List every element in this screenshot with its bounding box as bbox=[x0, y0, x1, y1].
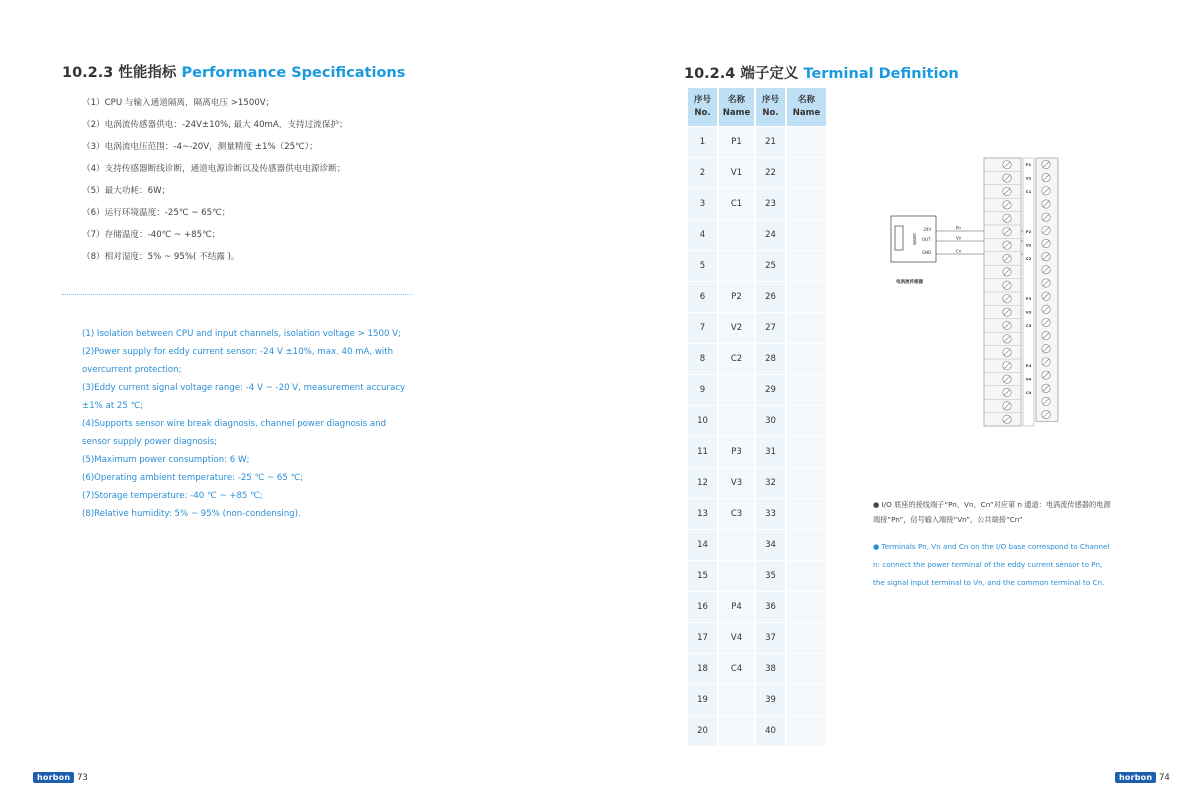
table-row bbox=[688, 499, 826, 529]
table-row bbox=[688, 220, 826, 250]
terminal-tag: C2 bbox=[1025, 256, 1032, 261]
terminal-table bbox=[686, 87, 828, 747]
cell-name: V2 bbox=[719, 313, 754, 343]
cell-name bbox=[787, 282, 826, 312]
cell-name bbox=[787, 499, 826, 529]
cell-name: P4 bbox=[719, 592, 754, 622]
table-row bbox=[688, 685, 826, 715]
cell-name bbox=[787, 189, 826, 219]
wiring-diagram bbox=[886, 150, 1066, 435]
cell-name bbox=[719, 220, 754, 250]
cell-name bbox=[719, 561, 754, 591]
footer-right bbox=[1115, 772, 1170, 783]
sensor-side-text: 前置器 bbox=[912, 233, 918, 245]
wiring-note-cn: ● I/O 底座的接线端子“Pn、Vn、Cn”对应第 n 通道：电涡流传感器的电源端接“Pn”，信号输入端接“Vn”，公共端接“Cn” bbox=[873, 500, 1111, 524]
heading-cn: 10.2.4 端子定义 bbox=[684, 66, 799, 82]
cell-no: 21 bbox=[756, 127, 785, 157]
cell-no: 25 bbox=[756, 251, 785, 281]
terminal-tag-strip bbox=[1023, 158, 1034, 426]
terminal-tag: V4 bbox=[1025, 376, 1032, 382]
table-row bbox=[688, 251, 826, 281]
cell-name bbox=[787, 561, 826, 591]
cell-name: P2 bbox=[719, 282, 754, 312]
col-header-no: 序号 No. bbox=[688, 88, 717, 126]
terminal-tag: V1 bbox=[1025, 175, 1032, 181]
performance-spec-heading bbox=[62, 61, 405, 82]
cell-no: 30 bbox=[756, 406, 785, 436]
terminal-tag: P1 bbox=[1025, 162, 1032, 168]
cell-name bbox=[719, 251, 754, 281]
table-row bbox=[688, 716, 826, 746]
spec-item-cn: （2）电涡流传感器供电：-24V±10%, 最大 40mA，支持过流保护； bbox=[82, 120, 348, 130]
cell-no: 9 bbox=[688, 375, 717, 405]
table-row bbox=[688, 189, 826, 219]
cell-no: 2 bbox=[688, 158, 717, 188]
cell-no: 34 bbox=[756, 530, 785, 560]
spec-item-cn: （6）运行环境温度：-25℃ ~ 65℃； bbox=[82, 208, 231, 218]
cell-no: 37 bbox=[756, 623, 785, 653]
cell-no: 20 bbox=[688, 716, 717, 746]
cell-name bbox=[787, 716, 826, 746]
cell-no: 6 bbox=[688, 282, 717, 312]
table-row bbox=[688, 344, 826, 374]
col-header-name: 名称 Name bbox=[719, 88, 754, 126]
table-row bbox=[688, 375, 826, 405]
brand-logo: horbon bbox=[33, 772, 74, 783]
heading-cn: 10.2.3 性能指标 bbox=[62, 65, 177, 81]
table-header-row bbox=[688, 88, 826, 126]
spec-item-cn: （8）相对湿度：5% ~ 95%( 不结露 )。 bbox=[82, 252, 240, 262]
cell-no: 38 bbox=[756, 654, 785, 684]
cell-name bbox=[719, 530, 754, 560]
cell-name bbox=[719, 716, 754, 746]
wire-label: Cn bbox=[956, 248, 962, 254]
spec-item-en: (3)Eddy current signal voltage range: -4 V ~ -20 V, measurement accuracy ±1% at 25 ℃; bbox=[82, 383, 406, 411]
cell-no: 40 bbox=[756, 716, 785, 746]
page-number: 73 bbox=[76, 773, 88, 783]
page-number: 74 bbox=[1158, 773, 1170, 783]
table-row bbox=[688, 530, 826, 560]
cell-name bbox=[719, 406, 754, 436]
spec-item-en: (2)Power supply for eddy current sensor: -24 V ±10%, max. 40 mA, with overcurrent protection; bbox=[82, 347, 394, 375]
cell-no: 26 bbox=[756, 282, 785, 312]
cell-no: 13 bbox=[688, 499, 717, 529]
wire-label: Vn bbox=[956, 235, 962, 241]
cell-no: 31 bbox=[756, 437, 785, 467]
cell-no: 23 bbox=[756, 189, 785, 219]
cell-no: 18 bbox=[688, 654, 717, 684]
cell-name bbox=[719, 375, 754, 405]
cell-name bbox=[787, 127, 826, 157]
cell-no: 24 bbox=[756, 220, 785, 250]
table-row bbox=[688, 437, 826, 467]
terminal-tag: C1 bbox=[1025, 189, 1032, 194]
cell-no: 5 bbox=[688, 251, 717, 281]
cell-name: V4 bbox=[719, 623, 754, 653]
cell-no: 8 bbox=[688, 344, 717, 374]
table-row bbox=[688, 561, 826, 591]
cell-name bbox=[787, 530, 826, 560]
cell-name bbox=[787, 344, 826, 374]
table-row bbox=[688, 313, 826, 343]
col-header-no: 序号 No. bbox=[756, 88, 785, 126]
cell-name bbox=[787, 468, 826, 498]
cell-no: 4 bbox=[688, 220, 717, 250]
spec-item-en: (4)Supports sensor wire break diagnosis, channel power diagnosis and sensor supply power diagnosis; bbox=[82, 419, 387, 447]
terminal-tag: V2 bbox=[1025, 242, 1032, 248]
cell-no: 17 bbox=[688, 623, 717, 653]
cell-no: 11 bbox=[688, 437, 717, 467]
pin-label: OUT bbox=[922, 237, 931, 242]
cell-no: 3 bbox=[688, 189, 717, 219]
terminal-column-right bbox=[1036, 158, 1058, 421]
pin-label: GND bbox=[922, 250, 932, 255]
cell-name: P1 bbox=[719, 127, 754, 157]
cell-name bbox=[719, 685, 754, 715]
dotted-divider bbox=[62, 294, 412, 295]
spec-item-cn: （3）电涡流电压范围：-4~-20V，测量精度 ±1%（25℃）； bbox=[82, 142, 318, 152]
terminal-tag: C3 bbox=[1025, 323, 1032, 328]
spec-list-en bbox=[82, 325, 412, 523]
pin-label: -24V bbox=[922, 227, 932, 232]
spec-item-en: (5)Maximum power consumption: 6 W; bbox=[82, 455, 250, 465]
cell-name bbox=[787, 220, 826, 250]
cell-name: C4 bbox=[719, 654, 754, 684]
cell-name bbox=[787, 685, 826, 715]
cell-no: 12 bbox=[688, 468, 717, 498]
spec-item-en: (1) Isolation between CPU and input channels, isolation voltage > 1500 V; bbox=[82, 329, 401, 339]
terminal-tag: V3 bbox=[1025, 309, 1032, 315]
cell-name: C1 bbox=[719, 189, 754, 219]
spec-item-cn: （7）存储温度：-40℃ ~ +85℃； bbox=[82, 230, 221, 240]
sensor-label: 电涡流传感器 bbox=[896, 280, 923, 285]
cell-no: 32 bbox=[756, 468, 785, 498]
table-row bbox=[688, 127, 826, 157]
table-row bbox=[688, 592, 826, 622]
cell-name: V1 bbox=[719, 158, 754, 188]
cell-name: C3 bbox=[719, 499, 754, 529]
cell-name bbox=[787, 375, 826, 405]
cell-no: 1 bbox=[688, 127, 717, 157]
cell-no: 28 bbox=[756, 344, 785, 374]
col-header-name: 名称 Name bbox=[787, 88, 826, 126]
cell-name bbox=[787, 158, 826, 188]
cell-name bbox=[787, 251, 826, 281]
cell-name: P3 bbox=[719, 437, 754, 467]
sensor-probe bbox=[895, 226, 903, 250]
cell-no: 33 bbox=[756, 499, 785, 529]
spec-item-cn: （5）最大功耗：6W； bbox=[82, 186, 171, 196]
cell-no: 15 bbox=[688, 561, 717, 591]
cell-name bbox=[787, 623, 826, 653]
spec-item-cn: （4）支持传感器断线诊断，通道电源诊断以及传感器供电电源诊断； bbox=[82, 164, 346, 174]
terminal-tag: P3 bbox=[1025, 296, 1032, 302]
brand-logo: horbon bbox=[1115, 772, 1156, 783]
table-row bbox=[688, 654, 826, 684]
table-row bbox=[688, 468, 826, 498]
spec-item-en: (8)Relative humidity: 5% ~ 95% (non-condensing). bbox=[82, 509, 301, 519]
wiring-note-en: ● Terminals Pn, Vn and Cn on the I/O base correspond to Channel n: connect the power terminal of the eddy current sensor to Pn, the signal input terminal to Vn, and the common terminal to Cn. bbox=[873, 542, 1110, 587]
cell-name bbox=[787, 437, 826, 467]
cell-name: C2 bbox=[719, 344, 754, 374]
cell-no: 19 bbox=[688, 685, 717, 715]
cell-no: 14 bbox=[688, 530, 717, 560]
table-row bbox=[688, 158, 826, 188]
terminal-definition-heading bbox=[684, 62, 959, 83]
table-row bbox=[688, 623, 826, 653]
cell-no: 10 bbox=[688, 406, 717, 436]
cell-no: 39 bbox=[756, 685, 785, 715]
spec-item-en: (6)Operating ambient temperature: -25 ℃ ~ 65 ℃; bbox=[82, 473, 304, 483]
cell-name bbox=[787, 654, 826, 684]
footer-left bbox=[33, 772, 88, 783]
cell-name: V3 bbox=[719, 468, 754, 498]
cell-no: 16 bbox=[688, 592, 717, 622]
cell-no: 7 bbox=[688, 313, 717, 343]
cell-name bbox=[787, 313, 826, 343]
cell-no: 22 bbox=[756, 158, 785, 188]
cell-name bbox=[787, 592, 826, 622]
table-row bbox=[688, 282, 826, 312]
cell-name bbox=[787, 406, 826, 436]
wire-label: Pn bbox=[956, 225, 961, 231]
terminal-tag: P4 bbox=[1025, 363, 1032, 369]
terminal-tag: P2 bbox=[1025, 229, 1032, 235]
cell-no: 35 bbox=[756, 561, 785, 591]
heading-en: Performance Specifications bbox=[181, 65, 406, 81]
table-body bbox=[688, 127, 826, 746]
spec-item-en: (7)Storage temperature: -40 ℃ ~ +85 ℃; bbox=[82, 491, 263, 501]
cell-no: 36 bbox=[756, 592, 785, 622]
table-row bbox=[688, 406, 826, 436]
heading-en: Terminal Definition bbox=[803, 66, 959, 82]
spec-item-cn: （1）CPU 与输入通道隔离，隔离电压 >1500V； bbox=[82, 98, 275, 108]
cell-no: 27 bbox=[756, 313, 785, 343]
terminal-tag: C4 bbox=[1025, 390, 1032, 395]
spec-list-cn bbox=[82, 96, 522, 272]
cell-no: 29 bbox=[756, 375, 785, 405]
